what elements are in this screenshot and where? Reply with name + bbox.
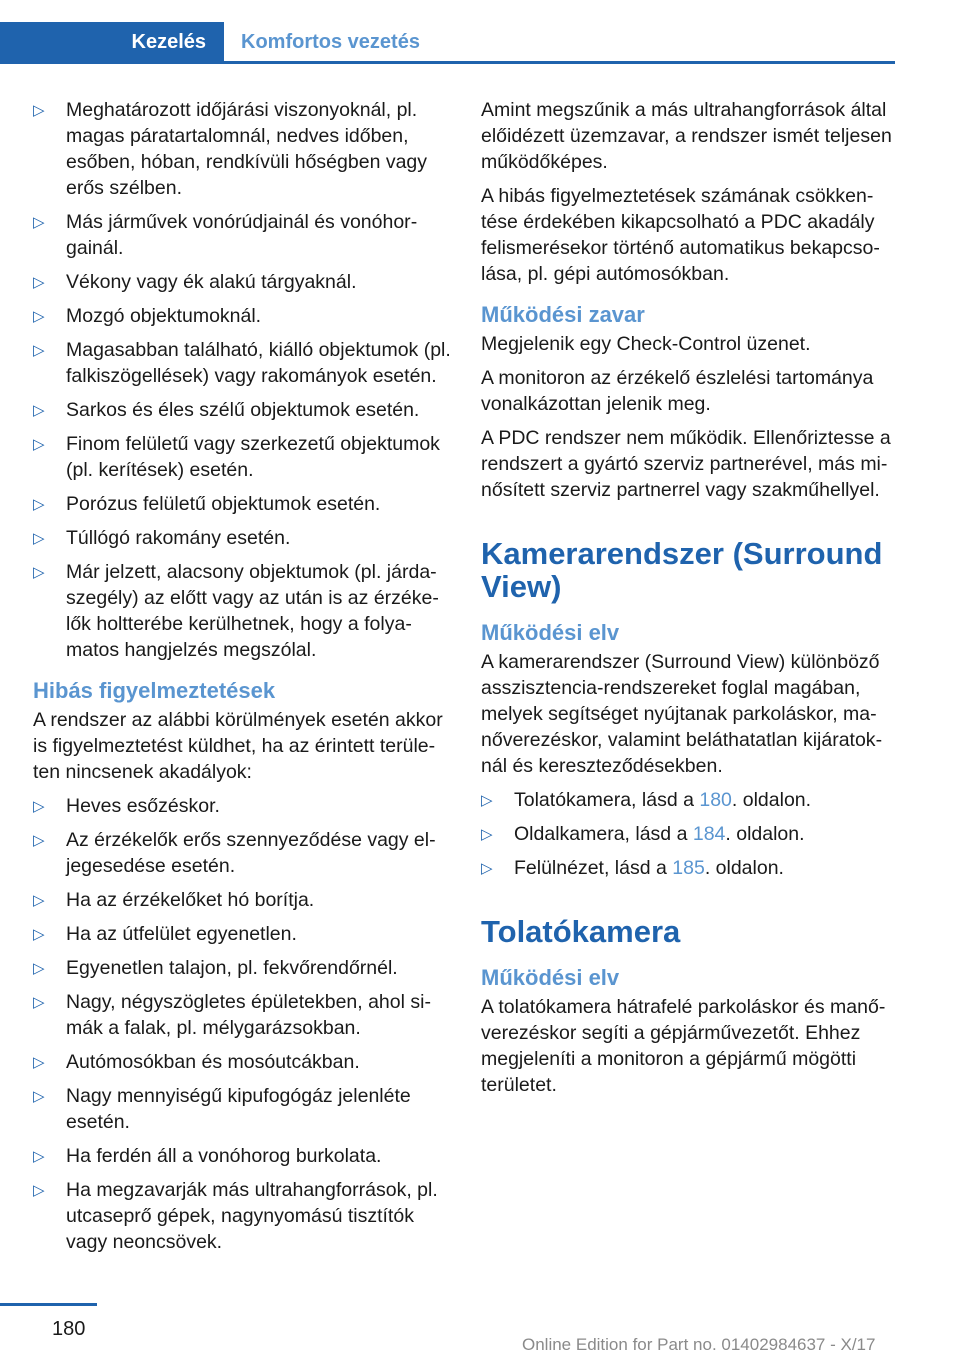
triangle-bullet-icon: ▷ (33, 342, 45, 359)
false-warnings-heading: Hibás figyelmeztetések (33, 678, 276, 703)
list-item: ▷ Ha az érzékelőket hó borítja. (33, 887, 451, 913)
page-number: 180 (52, 1318, 86, 1340)
triangle-bullet-icon: ▷ (33, 564, 45, 581)
triangle-bullet-icon: ▷ (33, 926, 45, 943)
list-item: ▷ Porózus felületű objektumok esetén. (33, 491, 451, 517)
false-warnings-list (33, 793, 451, 1255)
list-item: ▷ Meghatározott időjárási viszonyoknál, pl. magas páratartalomnál, nedves időben, esőben, hóban, rendkívüli hőségben vagy erős szélben. (33, 99, 428, 199)
page-link-180[interactable]: 180 (699, 789, 732, 811)
triangle-bullet-icon: ▷ (33, 832, 45, 849)
list-item: ▷ Autómosókban és mosóutcákban. (33, 1049, 451, 1075)
tab-kezeles[interactable]: Kezelés (0, 22, 224, 62)
triangle-bullet-icon: ▷ (33, 274, 45, 291)
page-link-185[interactable]: 185 (672, 857, 705, 879)
tab-komfortos-vezetes[interactable]: Komfortos vezetés (241, 30, 420, 53)
left-column (33, 97, 451, 1263)
list-item: ▷ Az érzékelők erős szennyeződése vagy eljegesedése esetén. (33, 829, 436, 877)
triangle-bullet-icon: ▷ (33, 994, 45, 1011)
list-item: ▷ Már jelzett, alacsony objektumok (pl. járdaszegély) az előtt vagy az után is az érzékelők holtterébe kerülhetnek, hogy a folyamatos hangjelzés megszólal. (33, 561, 439, 661)
list-item: ▷ Finom felületű vagy szerkezetű objektumok (pl. kerítések) esetén. (33, 433, 440, 481)
triangle-bullet-icon: ▷ (33, 1054, 45, 1071)
list-item: ▷ Nagy mennyiségű kipufogógáz jelenléte esetén. (33, 1085, 411, 1133)
triangle-bullet-icon: ▷ (33, 960, 45, 977)
list-item: ▷ Túllógó rakomány esetén. (33, 525, 451, 551)
triangle-bullet-icon: ▷ (33, 308, 45, 325)
malfunction-heading: Működési zavar (481, 302, 645, 327)
list-item: ▷ Felülnézet, lásd a 185. oldalon. (481, 855, 899, 881)
paragraph: Megjelenik egy Check-Control üzenet. (481, 333, 811, 355)
list-item: ▷ Egyenetlen talajon, pl. fekvőrendőrnél. (33, 955, 451, 981)
paragraph: A hibás figyelmeztetések számának csökkentése érdekében kikapcsolható a PDC akadály felismerésekor történő automatikus bekapcsolása, pl. gépi autómosókban. (481, 185, 880, 285)
list-item: ▷ Heves esőzéskor. (33, 793, 451, 819)
list-item: ▷ Mozgó objektumoknál. (33, 303, 451, 329)
principle-heading: Működési elv (481, 965, 620, 990)
triangle-bullet-icon: ▷ (33, 1182, 45, 1199)
triangle-bullet-icon: ▷ (33, 798, 45, 815)
list-item: ▷ Vékony vagy ék alakú tárgyaknál. (33, 269, 451, 295)
camera-links-list (481, 787, 899, 881)
header-divider (0, 61, 895, 64)
right-column (481, 97, 899, 1106)
list-item: ▷ Sarkos és éles szélű objektumok esetén. (33, 397, 451, 423)
page-link-184[interactable]: 184 (692, 823, 726, 845)
limitations-list (33, 97, 451, 663)
triangle-bullet-icon: ▷ (481, 792, 493, 809)
triangle-bullet-icon: ▷ (33, 530, 45, 547)
list-item: ▷ Tolatókamera, lásd a 180. oldalon. (481, 787, 899, 813)
false-warnings-intro: A rendszer az alábbi körülmények esetén akkor is figyelmeztetést küldhet, ha az érintett területen nincsenek akadályok: (33, 709, 443, 783)
triangle-bullet-icon: ▷ (481, 860, 493, 877)
paragraph: A monitoron az érzékelő észlelési tartománya vonalkázottan jelenik meg. (481, 367, 874, 415)
section-title-camera-system: Kamerarendszer (Surround View) (481, 536, 883, 604)
list-item: ▷ Magasabban található, kiálló objektumok (pl. falkiszögellések) vagy rakományok esetén. (33, 339, 451, 387)
triangle-bullet-icon: ▷ (33, 892, 45, 909)
principle-heading: Működési elv (481, 620, 620, 645)
list-item: ▷ Ha ferdén áll a vonóhorog burkolata. (33, 1143, 451, 1169)
list-item: ▷ Más járművek vonórúdjainál és vonóhorgainál. (33, 211, 418, 259)
footer-divider (0, 1303, 97, 1306)
triangle-bullet-icon: ▷ (33, 1088, 45, 1105)
triangle-bullet-icon: ▷ (33, 436, 45, 453)
triangle-bullet-icon: ▷ (33, 1148, 45, 1165)
edition-note: Online Edition for Part no. 01402984637 - X/17 (522, 1335, 876, 1354)
section-title-rear-camera: Tolatókamera (481, 914, 681, 949)
paragraph: A tolatókamera hátrafelé parkoláskor és manőverezéskor segíti a gépjárművezetőt. Ehhez megjeleníti a monitoron a gépjármű mögötti területet. (481, 996, 886, 1096)
list-item: ▷ Ha megzavarják más ultrahangforrások, pl. utcaseprő gépek, nagynyomású tisztítók vagy neoncsövek. (33, 1179, 438, 1253)
paragraph: A PDC rendszer nem működik. Ellenőriztesse a rendszert a gyártó szerviz partnerével, más minősített szerviz partnerrel vagy szakműhellyel. (481, 427, 891, 501)
triangle-bullet-icon: ▷ (481, 826, 493, 843)
page-header (0, 0, 960, 64)
paragraph: Amint megszűnik a más ultrahangforrások által előidézett üzemzavar, a rendszer ismét teljesen működőképes. (481, 99, 892, 173)
list-item: ▷ Oldalkamera, lásd a 184. oldalon. (481, 821, 899, 847)
triangle-bullet-icon: ▷ (33, 214, 45, 231)
triangle-bullet-icon: ▷ (33, 496, 45, 513)
list-item: ▷ Nagy, négyszögletes épületekben, ahol simák a falak, pl. mélygarázsokban. (33, 991, 431, 1039)
triangle-bullet-icon: ▷ (33, 402, 45, 419)
triangle-bullet-icon: ▷ (33, 102, 45, 119)
list-item: ▷ Ha az útfelület egyenetlen. (33, 921, 451, 947)
paragraph: A kamerarendszer (Surround View) különböző asszisztencia-rendszereket foglal magában, melyek segítséget nyújtanak parkoláskor, manőverezéskor, valamint beláthatatlan kijáratoknál és kereszteződésekben. (481, 651, 883, 777)
